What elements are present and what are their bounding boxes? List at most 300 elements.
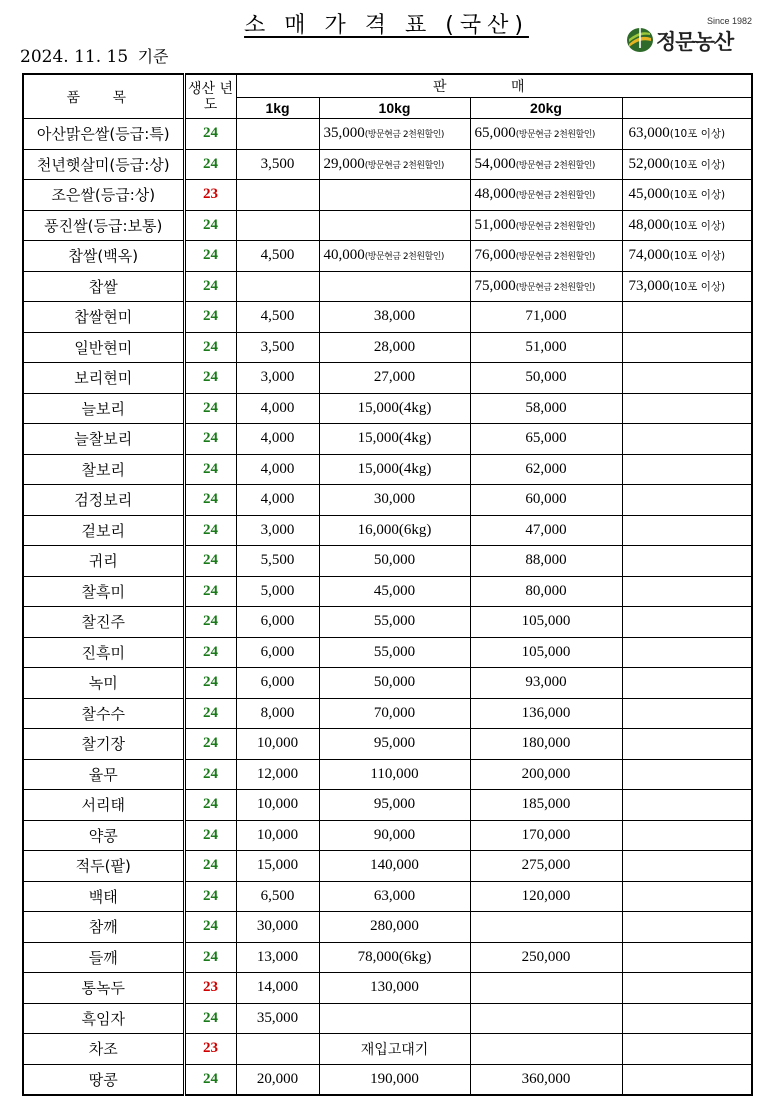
header-row-1 — [23, 74, 752, 98]
price-20kg — [470, 637, 622, 668]
production-year: 24 — [184, 668, 236, 699]
price-10kg-value: 27,000 — [373, 369, 416, 386]
price-date: 2024. 11. 15 — [20, 47, 129, 67]
price-1kg: 4,500 — [236, 241, 319, 272]
production-year: 24 — [184, 149, 236, 180]
item-name: 일반현미 — [23, 332, 184, 363]
item-name: 조은쌀(등급:상) — [23, 180, 184, 211]
price-20kg-note: (방문현금 2천원할인) — [515, 221, 595, 232]
price-10kg — [319, 973, 470, 1004]
price-10kg-value: 45,000 — [373, 582, 416, 599]
price-bulk — [622, 271, 752, 302]
price-10kg-value: 70,000 — [373, 704, 416, 721]
table-row — [23, 851, 752, 882]
price-10kg — [319, 759, 470, 790]
table-row — [23, 759, 752, 790]
item-name: 율무 — [23, 759, 184, 790]
price-10kg-value: 280,000 — [370, 918, 419, 935]
price-20kg-note: (방문현금 2천원할인) — [515, 252, 595, 263]
price-10kg — [319, 637, 470, 668]
item-name: 녹미 — [23, 668, 184, 699]
price-20kg-value: 76,000 — [474, 247, 516, 264]
table-row — [23, 668, 752, 699]
price-20kg — [470, 729, 622, 760]
price-10kg-note: (방문현금 2천원할인) — [364, 252, 444, 263]
price-20kg-value: 180,000 — [521, 735, 571, 752]
table-row — [23, 546, 752, 577]
table-row — [23, 149, 752, 180]
production-year: 24 — [184, 210, 236, 241]
price-1kg — [236, 210, 319, 241]
table-row — [23, 881, 752, 912]
table-row — [23, 1034, 752, 1065]
production-year: 24 — [184, 820, 236, 851]
price-20kg — [470, 1034, 622, 1065]
price-10kg-value: 40,000 — [323, 247, 365, 264]
price-bulk — [622, 515, 752, 546]
price-20kg — [470, 1003, 622, 1034]
item-name: 서리태 — [23, 790, 184, 821]
price-10kg-value: 30,000 — [373, 491, 416, 508]
date-label: 기준 — [137, 47, 169, 66]
price-20kg-value: 65,000 — [525, 430, 567, 447]
production-year: 24 — [184, 241, 236, 272]
price-10kg — [319, 851, 470, 882]
price-20kg-value: 80,000 — [525, 582, 567, 599]
col-20kg-header: 20kg — [470, 98, 622, 119]
price-bulk — [622, 729, 752, 760]
price-20kg — [470, 607, 622, 638]
price-1kg — [236, 119, 319, 150]
item-name: 찹쌀 — [23, 271, 184, 302]
price-10kg-value: 130,000 — [370, 979, 419, 996]
item-name: 겉보리 — [23, 515, 184, 546]
price-10kg-value: 55,000 — [373, 613, 416, 630]
price-10kg — [319, 454, 470, 485]
grain-logo-icon — [626, 26, 654, 54]
year-header: 생산 년도 — [184, 74, 236, 119]
price-20kg — [470, 271, 622, 302]
price-20kg — [470, 576, 622, 607]
col-10kg-header: 10kg — [319, 98, 470, 119]
price-bulk — [622, 454, 752, 485]
price-20kg-value: 360,000 — [521, 1070, 571, 1087]
price-20kg-value: 93,000 — [525, 674, 567, 691]
price-10kg — [319, 576, 470, 607]
logo-brand: 정문농산 — [656, 30, 734, 54]
production-year: 24 — [184, 302, 236, 333]
price-bulk-value: 45,000 — [628, 186, 670, 203]
price-20kg-value: 250,000 — [521, 948, 571, 965]
price-10kg-value: 38,000 — [373, 308, 416, 325]
price-10kg — [319, 393, 470, 424]
production-year: 23 — [184, 180, 236, 211]
price-20kg — [470, 851, 622, 882]
price-20kg — [470, 973, 622, 1004]
price-bulk — [622, 942, 752, 973]
price-bulk — [622, 485, 752, 516]
price-10kg-value: 90,000 — [373, 826, 416, 843]
item-name: 풍진쌀(등급:보통) — [23, 210, 184, 241]
price-20kg — [470, 668, 622, 699]
price-bulk — [622, 820, 752, 851]
table-row — [23, 607, 752, 638]
production-year: 24 — [184, 1064, 236, 1095]
price-10kg-value: 15,000(4kg) — [357, 399, 432, 416]
table-row — [23, 1064, 752, 1095]
production-year: 24 — [184, 332, 236, 363]
price-10kg-value: 95,000 — [373, 796, 416, 813]
price-10kg — [319, 1034, 470, 1065]
item-name: 귀리 — [23, 546, 184, 577]
price-20kg — [470, 1064, 622, 1095]
price-20kg-value: 54,000 — [474, 155, 516, 172]
production-year: 23 — [184, 973, 236, 1004]
item-name: 늘보리 — [23, 393, 184, 424]
price-10kg — [319, 302, 470, 333]
table-row — [23, 180, 752, 211]
price-bulk — [622, 759, 752, 790]
price-bulk — [622, 790, 752, 821]
price-bulk — [622, 210, 752, 241]
price-20kg-value: 50,000 — [525, 369, 567, 386]
price-10kg — [319, 485, 470, 516]
price-10kg — [319, 241, 470, 272]
price-bulk-note: (10포 이상) — [669, 189, 726, 202]
item-name: 땅콩 — [23, 1064, 184, 1095]
production-year: 24 — [184, 729, 236, 760]
table-row — [23, 973, 752, 1004]
price-bulk — [622, 180, 752, 211]
price-bulk — [622, 973, 752, 1004]
production-year: 24 — [184, 607, 236, 638]
table-row — [23, 363, 752, 394]
item-name: 찰기장 — [23, 729, 184, 760]
price-1kg: 5,500 — [236, 546, 319, 577]
item-name: 검정보리 — [23, 485, 184, 516]
production-year: 24 — [184, 759, 236, 790]
price-bulk — [622, 1064, 752, 1095]
price-10kg-value: 55,000 — [373, 643, 416, 660]
price-10kg — [319, 424, 470, 455]
price-20kg-value: 275,000 — [521, 857, 571, 874]
price-1kg: 10,000 — [236, 790, 319, 821]
price-20kg — [470, 424, 622, 455]
table-row — [23, 241, 752, 272]
price-10kg — [319, 881, 470, 912]
production-year: 24 — [184, 515, 236, 546]
price-10kg — [319, 546, 470, 577]
item-name: 적두(팥) — [23, 851, 184, 882]
price-bulk — [622, 1034, 752, 1065]
price-bulk — [622, 241, 752, 272]
production-year: 24 — [184, 637, 236, 668]
sale-header: 판 매 — [236, 74, 752, 98]
production-year: 24 — [184, 942, 236, 973]
price-bulk — [622, 912, 752, 943]
price-bulk — [622, 668, 752, 699]
price-20kg-value: 200,000 — [521, 765, 571, 782]
price-bulk — [622, 332, 752, 363]
price-1kg — [236, 1034, 319, 1065]
price-20kg — [470, 546, 622, 577]
item-name: 백태 — [23, 881, 184, 912]
production-year: 24 — [184, 912, 236, 943]
price-bulk — [622, 393, 752, 424]
price-20kg — [470, 302, 622, 333]
price-1kg: 4,000 — [236, 454, 319, 485]
price-1kg: 3,000 — [236, 363, 319, 394]
production-year: 24 — [184, 546, 236, 577]
price-20kg-value: 88,000 — [525, 552, 567, 569]
price-10kg-value: 35,000 — [323, 125, 365, 142]
price-bulk — [622, 119, 752, 150]
price-10kg-value: 15,000(4kg) — [357, 460, 432, 477]
item-name: 찰보리 — [23, 454, 184, 485]
price-1kg: 20,000 — [236, 1064, 319, 1095]
price-10kg-value: 63,000 — [373, 887, 416, 904]
item-name: 찰흑미 — [23, 576, 184, 607]
item-name: 찰진주 — [23, 607, 184, 638]
price-20kg — [470, 881, 622, 912]
price-10kg — [319, 942, 470, 973]
price-10kg — [319, 1064, 470, 1095]
price-20kg-note: (방문현금 2천원할인) — [515, 282, 595, 293]
item-name: 찹쌀현미 — [23, 302, 184, 333]
price-20kg-note: (방문현금 2천원할인) — [515, 160, 595, 171]
production-year: 24 — [184, 363, 236, 394]
price-20kg — [470, 363, 622, 394]
price-1kg: 4,000 — [236, 485, 319, 516]
price-10kg — [319, 210, 470, 241]
price-10kg — [319, 180, 470, 211]
table-row — [23, 912, 752, 943]
price-20kg — [470, 393, 622, 424]
price-bulk-note: (10포 이상) — [669, 280, 726, 293]
price-bulk-note: (10포 이상) — [669, 128, 726, 141]
price-bulk — [622, 698, 752, 729]
price-10kg — [319, 119, 470, 150]
production-year: 24 — [184, 119, 236, 150]
item-name: 보리현미 — [23, 363, 184, 394]
price-10kg-value: 140,000 — [370, 857, 419, 874]
price-20kg-value: 60,000 — [525, 491, 567, 508]
item-header: 품 목 — [23, 74, 184, 119]
price-table — [22, 73, 753, 1096]
production-year: 24 — [184, 698, 236, 729]
table-row — [23, 424, 752, 455]
price-10kg — [319, 912, 470, 943]
price-20kg — [470, 454, 622, 485]
price-1kg: 3,500 — [236, 332, 319, 363]
price-10kg-value: 95,000 — [373, 735, 416, 752]
table-row — [23, 942, 752, 973]
price-20kg-value: 75,000 — [474, 277, 516, 294]
table-row — [23, 485, 752, 516]
price-bulk-value: 63,000 — [628, 125, 670, 142]
table-row — [23, 698, 752, 729]
price-20kg — [470, 698, 622, 729]
price-1kg: 6,000 — [236, 668, 319, 699]
price-10kg — [319, 515, 470, 546]
price-10kg-value: 재입고대기 — [360, 1041, 429, 1058]
price-20kg-value: 48,000 — [474, 186, 516, 203]
price-bulk — [622, 881, 752, 912]
col-1kg-header: 1kg — [236, 98, 319, 119]
price-20kg-value: 170,000 — [521, 826, 571, 843]
item-name: 흑임자 — [23, 1003, 184, 1034]
price-bulk — [622, 607, 752, 638]
item-name: 아산맑은쌀(등급:특) — [23, 119, 184, 150]
price-1kg: 3,500 — [236, 149, 319, 180]
table-row — [23, 454, 752, 485]
price-20kg — [470, 912, 622, 943]
price-20kg-value: 47,000 — [525, 521, 567, 538]
production-year: 24 — [184, 881, 236, 912]
price-20kg-value: 51,000 — [525, 338, 567, 355]
price-20kg — [470, 759, 622, 790]
date-line — [20, 44, 168, 67]
price-20kg — [470, 515, 622, 546]
item-name: 들깨 — [23, 942, 184, 973]
price-10kg — [319, 790, 470, 821]
item-name: 참깨 — [23, 912, 184, 943]
price-10kg-value: 29,000 — [323, 155, 365, 172]
production-year: 23 — [184, 1034, 236, 1065]
table-row — [23, 332, 752, 363]
price-20kg-value: 136,000 — [521, 704, 571, 721]
price-bulk — [622, 149, 752, 180]
item-name: 찹쌀(백옥) — [23, 241, 184, 272]
price-10kg-note: (방문현금 2천원할인) — [364, 130, 444, 141]
price-20kg — [470, 790, 622, 821]
price-1kg: 12,000 — [236, 759, 319, 790]
production-year: 24 — [184, 393, 236, 424]
price-20kg — [470, 180, 622, 211]
price-bulk — [622, 576, 752, 607]
item-name: 찰수수 — [23, 698, 184, 729]
table-row — [23, 637, 752, 668]
price-20kg-value: 71,000 — [525, 308, 567, 325]
table-row — [23, 271, 752, 302]
production-year: 24 — [184, 271, 236, 302]
price-1kg: 35,000 — [236, 1003, 319, 1034]
price-10kg — [319, 271, 470, 302]
price-10kg — [319, 820, 470, 851]
price-20kg — [470, 485, 622, 516]
price-20kg-note: (방문현금 2천원할인) — [515, 130, 595, 141]
price-10kg-value: 190,000 — [370, 1070, 419, 1087]
price-10kg-value: 50,000 — [373, 674, 416, 691]
price-1kg: 4,000 — [236, 424, 319, 455]
production-year: 24 — [184, 1003, 236, 1034]
price-20kg-value: 58,000 — [525, 399, 567, 416]
table-row — [23, 515, 752, 546]
price-1kg: 14,000 — [236, 973, 319, 1004]
price-20kg-value: 105,000 — [521, 643, 571, 660]
price-10kg-note: (방문현금 2천원할인) — [364, 160, 444, 171]
price-1kg: 13,000 — [236, 942, 319, 973]
price-1kg — [236, 271, 319, 302]
price-1kg: 4,000 — [236, 393, 319, 424]
price-20kg — [470, 241, 622, 272]
logo-since: Since 1982 — [706, 16, 752, 26]
price-1kg: 3,000 — [236, 515, 319, 546]
price-1kg: 4,500 — [236, 302, 319, 333]
production-year: 24 — [184, 424, 236, 455]
price-bulk — [622, 1003, 752, 1034]
price-bulk — [622, 363, 752, 394]
price-10kg — [319, 607, 470, 638]
item-name: 약콩 — [23, 820, 184, 851]
price-bulk-note: (10포 이상) — [669, 158, 726, 171]
price-20kg-value: 105,000 — [521, 613, 571, 630]
price-20kg — [470, 332, 622, 363]
price-bulk — [622, 546, 752, 577]
price-10kg — [319, 1003, 470, 1034]
price-20kg-value: 65,000 — [474, 125, 516, 142]
item-name: 진흑미 — [23, 637, 184, 668]
price-1kg: 5,000 — [236, 576, 319, 607]
price-bulk-note: (10포 이상) — [669, 219, 726, 232]
price-20kg-value: 120,000 — [521, 887, 571, 904]
price-bulk-value: 73,000 — [628, 277, 670, 294]
price-1kg: 6,500 — [236, 881, 319, 912]
price-bulk — [622, 637, 752, 668]
item-name: 차조 — [23, 1034, 184, 1065]
page-title: 소 매 가 격 표 (국산) — [244, 13, 529, 38]
price-1kg: 30,000 — [236, 912, 319, 943]
table-row — [23, 820, 752, 851]
price-bulk — [622, 302, 752, 333]
price-20kg — [470, 210, 622, 241]
price-10kg-value: 50,000 — [373, 552, 416, 569]
price-10kg — [319, 363, 470, 394]
item-name: 늘찰보리 — [23, 424, 184, 455]
price-bulk — [622, 851, 752, 882]
production-year: 24 — [184, 454, 236, 485]
price-1kg: 10,000 — [236, 820, 319, 851]
table-row — [23, 393, 752, 424]
production-year: 24 — [184, 485, 236, 516]
production-year: 24 — [184, 576, 236, 607]
col-bulk-header — [622, 98, 752, 119]
table-row — [23, 729, 752, 760]
price-bulk — [622, 424, 752, 455]
price-10kg — [319, 668, 470, 699]
company-logo — [626, 16, 756, 58]
price-bulk-value: 74,000 — [628, 247, 670, 264]
price-bulk-value: 48,000 — [628, 216, 670, 233]
table-row — [23, 119, 752, 150]
price-1kg: 8,000 — [236, 698, 319, 729]
price-10kg — [319, 698, 470, 729]
price-10kg-value: 78,000(6kg) — [357, 948, 432, 965]
price-1kg — [236, 180, 319, 211]
price-10kg-value: 16,000(6kg) — [357, 521, 432, 538]
table-row — [23, 302, 752, 333]
price-20kg — [470, 119, 622, 150]
price-1kg: 10,000 — [236, 729, 319, 760]
price-10kg — [319, 332, 470, 363]
table-row — [23, 576, 752, 607]
table-row — [23, 790, 752, 821]
price-10kg — [319, 729, 470, 760]
price-20kg-value: 51,000 — [474, 216, 516, 233]
price-bulk-value: 52,000 — [628, 155, 670, 172]
item-name: 통녹두 — [23, 973, 184, 1004]
price-20kg — [470, 820, 622, 851]
